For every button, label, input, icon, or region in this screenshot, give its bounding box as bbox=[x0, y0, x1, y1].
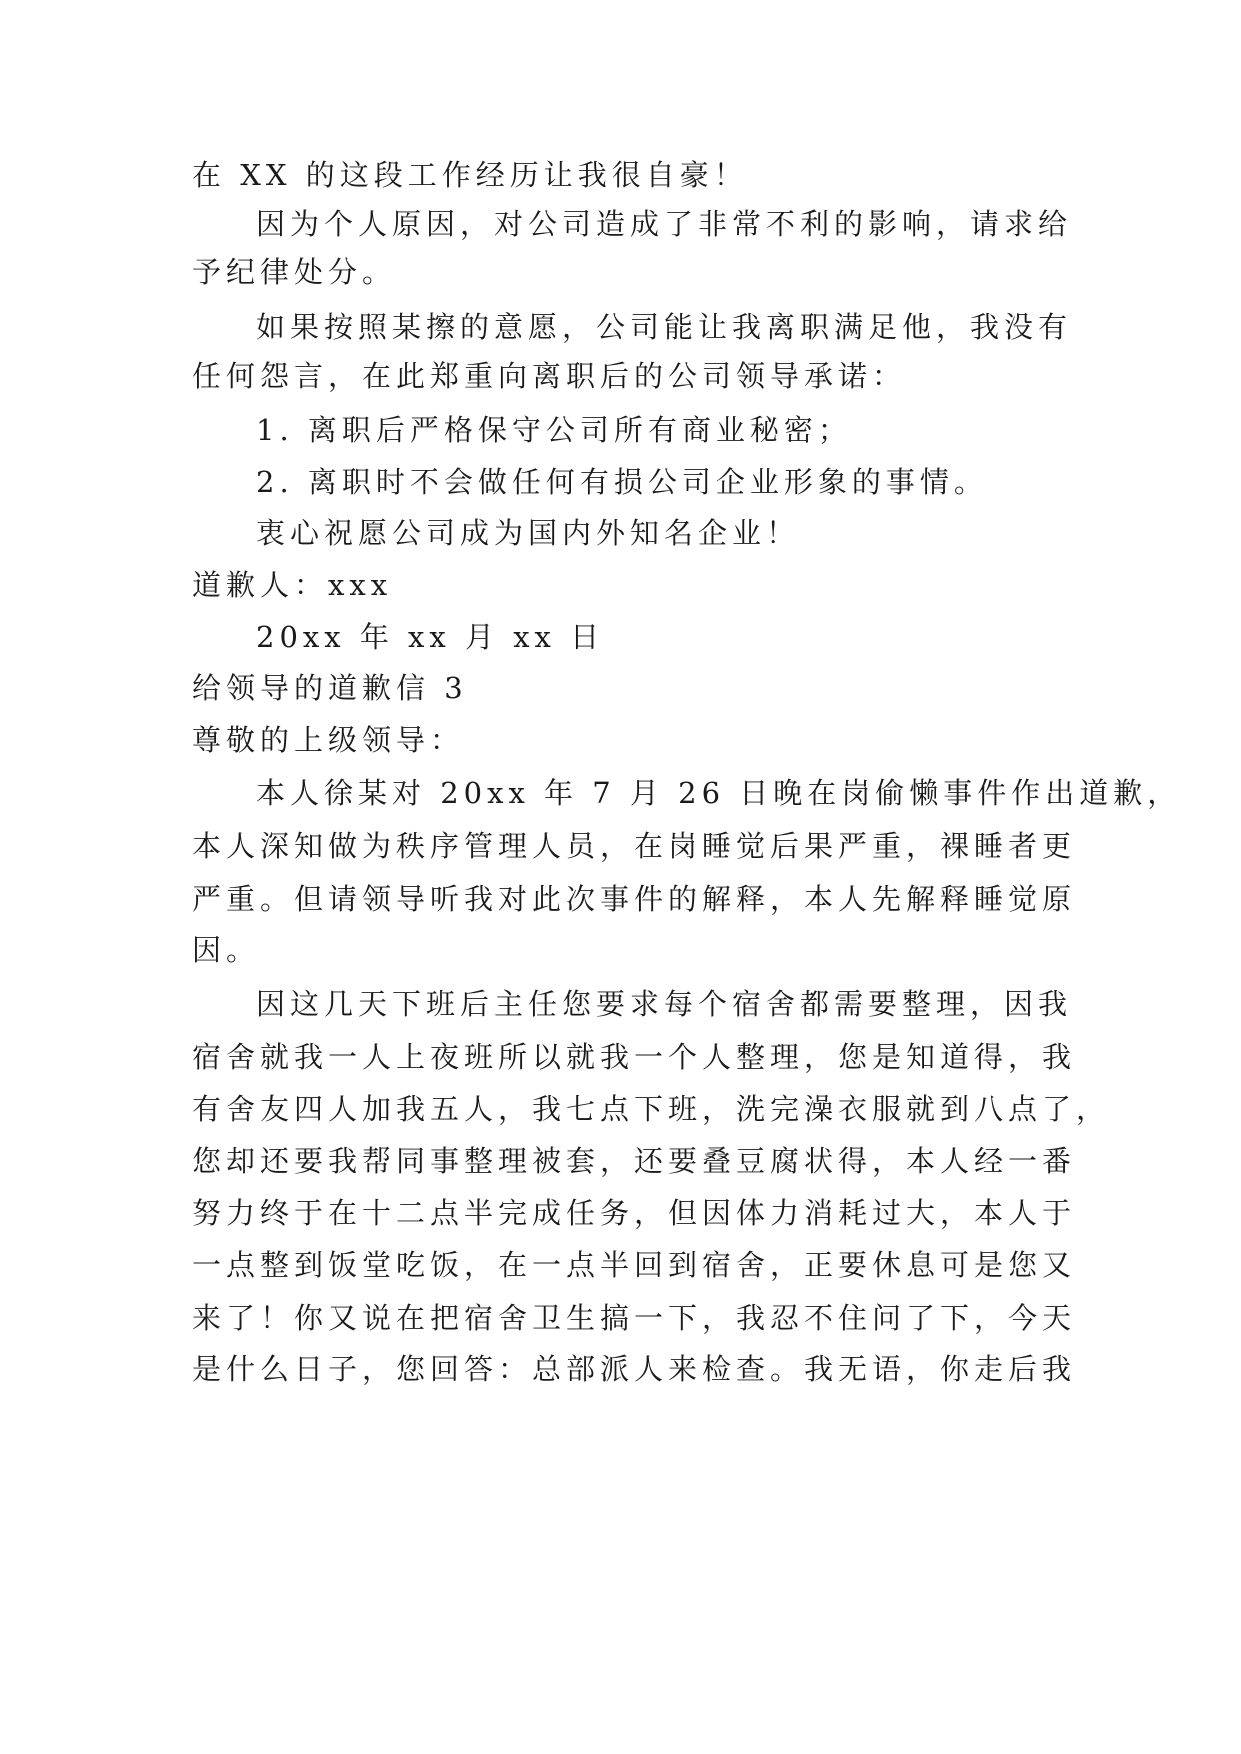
text-line: 在 XX 的这段工作经历让我很自豪！ bbox=[192, 158, 748, 192]
text-line: 因这几天下班后主任您要求每个宿舍都需要整理，因我 bbox=[256, 987, 1073, 1021]
text-line: 2. 离职时不会做任何有损公司企业形象的事情。 bbox=[256, 465, 988, 499]
text-line: 一点整到饭堂吃饭，在一点半回到宿舍，正要休息可是您又 bbox=[192, 1248, 1077, 1282]
text-line: 因。 bbox=[192, 933, 261, 967]
section-heading: 给领导的道歉信 3 bbox=[192, 671, 468, 705]
text-line: 衷心祝愿公司成为国内外知名企业！ bbox=[256, 516, 801, 550]
text-line: 1. 离职后严格保守公司所有商业秘密； bbox=[256, 413, 852, 447]
date-line: 20xx 年 xx 月 xx 日 bbox=[256, 620, 605, 654]
text-line: 是什么日子，您回答：总部派人来检查。我无语，你走后我 bbox=[192, 1352, 1077, 1386]
text-line: 严重。但请领导听我对此次事件的解释，本人先解释睡觉原 bbox=[192, 882, 1077, 916]
text-line: 努力终于在十二点半完成任务，但因体力消耗过大，本人于 bbox=[192, 1196, 1077, 1230]
text-line: 本人徐某对 20xx 年 7 月 26 日晚在岗偷懒事件作出道歉， bbox=[256, 776, 1182, 810]
salutation: 尊敬的上级领导： bbox=[192, 723, 465, 757]
text-line: 任何怨言，在此郑重向离职后的公司领导承诺： bbox=[192, 359, 907, 393]
text-line: 本人深知做为秩序管理人员，在岗睡觉后果严重，裸睡者更 bbox=[192, 829, 1077, 863]
signature-line: 道歉人：xxx bbox=[192, 568, 393, 602]
text-line: 有舍友四人加我五人，我七点下班，洗完澡衣服就到八点了， bbox=[192, 1092, 1111, 1126]
text-line: 因为个人原因，对公司造成了非常不利的影响，请求给 bbox=[256, 207, 1073, 241]
text-line: 予纪律处分。 bbox=[192, 255, 397, 289]
text-line: 您却还要我帮同事整理被套，还要叠豆腐状得，本人经一番 bbox=[192, 1144, 1077, 1178]
text-line: 来了！你又说在把宿舍卫生搞一下，我忍不住问了下，今天 bbox=[192, 1301, 1077, 1335]
text-line: 宿舍就我一人上夜班所以就我一个人整理，您是知道得，我 bbox=[192, 1040, 1077, 1074]
text-line: 如果按照某擦的意愿，公司能让我离职满足他，我没有 bbox=[256, 310, 1073, 344]
